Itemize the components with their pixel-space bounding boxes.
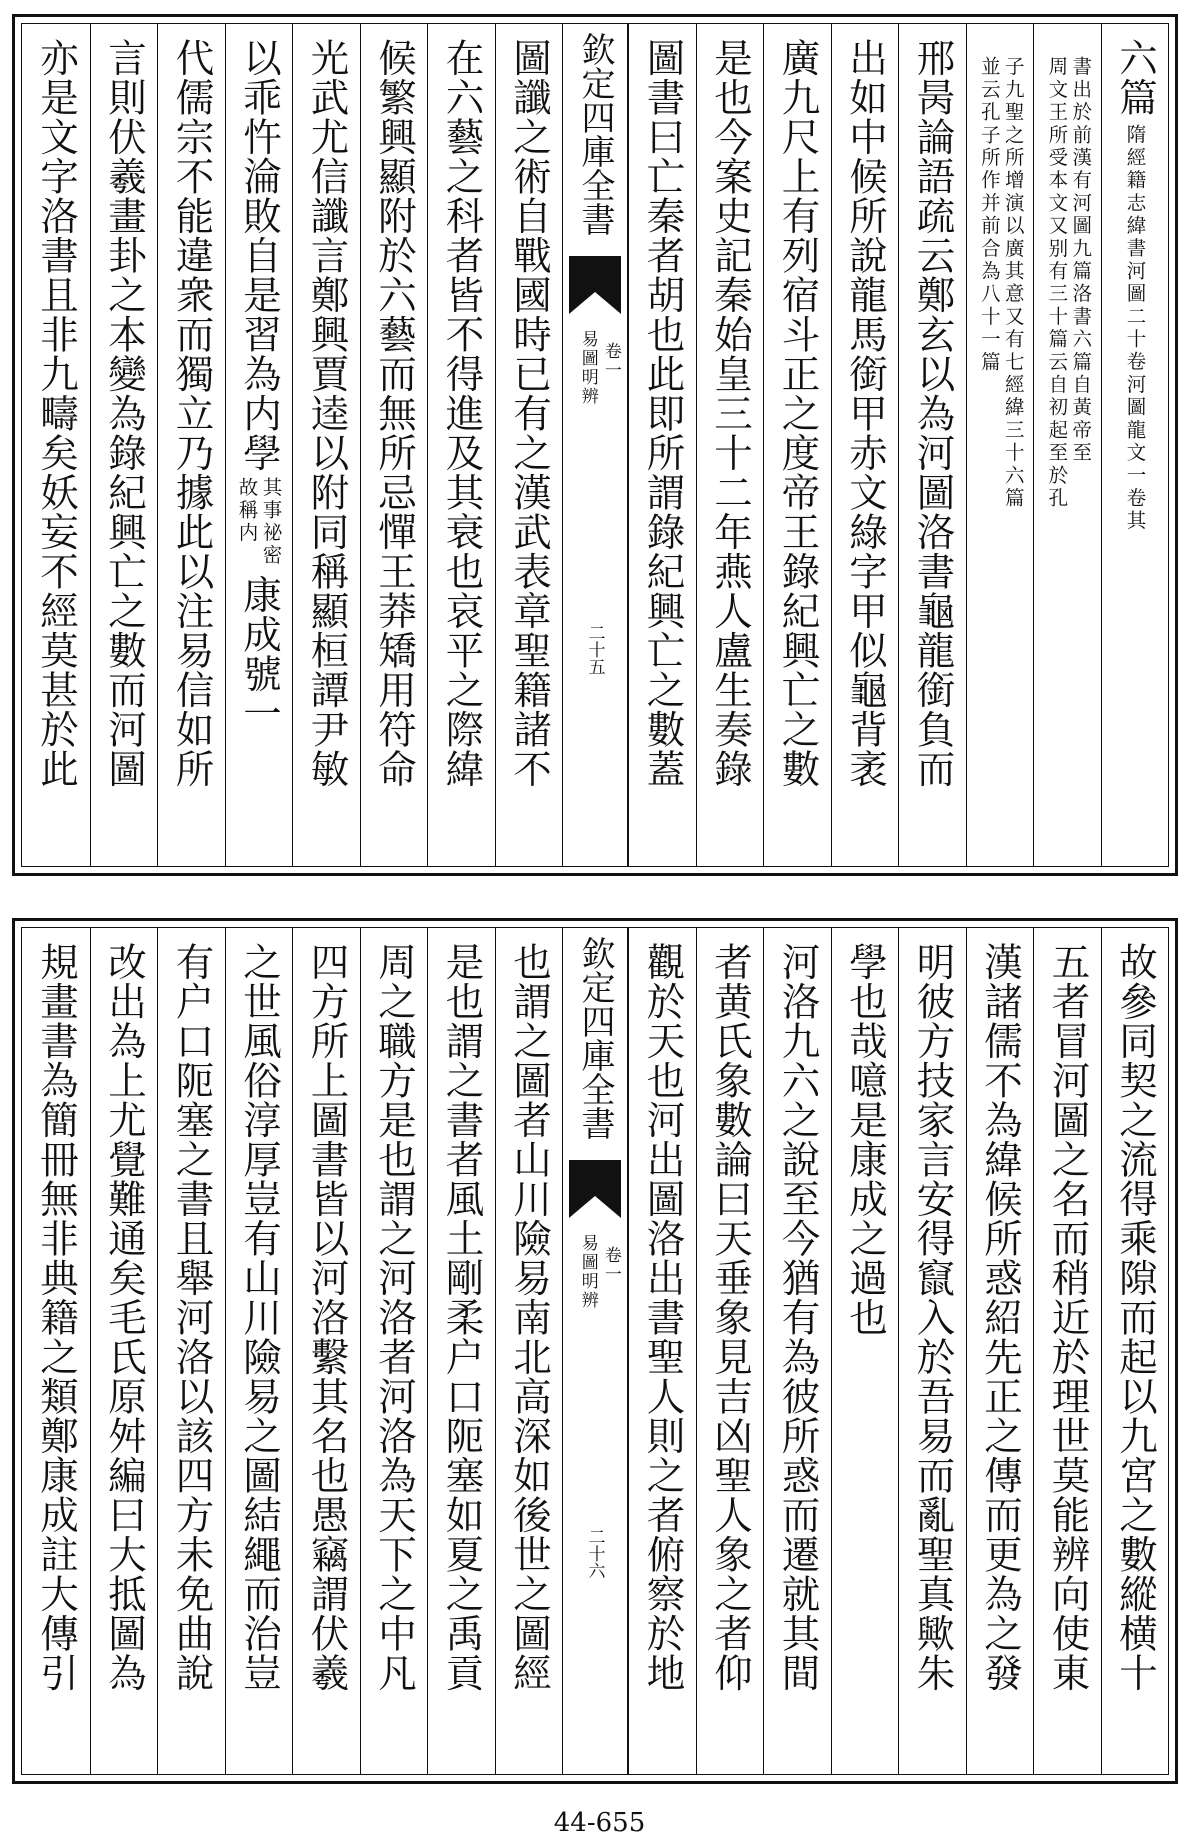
column-text: 以乖忤淪敗自是習為内學 bbox=[237, 38, 282, 473]
top-left-column-6 bbox=[157, 24, 225, 866]
column-text: 四方所上圖書皆以河洛繫其名也愚竊謂伏羲 bbox=[304, 942, 350, 1693]
column-text: 言則伏羲畫卦之本變為錄紀興亡之數而河圖 bbox=[102, 38, 147, 789]
note-line-right: 其事祕密 bbox=[259, 476, 283, 567]
column-text: 圖讖之術自戰國時已有之漢武表章聖籍諸不 bbox=[507, 38, 552, 789]
top-left-column-8 bbox=[22, 24, 90, 866]
bottom-left-column-3 bbox=[360, 928, 428, 1774]
bottom-left-column-6 bbox=[157, 928, 225, 1774]
top-left-column-5 bbox=[225, 24, 293, 866]
bottom-page bbox=[12, 918, 1178, 1784]
top-catalog-title: 欽定四庫全書 bbox=[575, 32, 615, 236]
column-text: 在六藝之科者皆不得進及其衰也哀平之際緯 bbox=[439, 38, 485, 789]
column-text-after: 康成號一 bbox=[237, 575, 282, 734]
top-fishtail-mark bbox=[569, 256, 621, 314]
column-text: 六篇 bbox=[1113, 38, 1158, 117]
top-right-column-2 bbox=[1033, 24, 1101, 866]
top-right-column-4 bbox=[898, 24, 966, 866]
top-left-column-3 bbox=[360, 24, 428, 866]
top-right-column-1 bbox=[1101, 24, 1169, 866]
bottom-right-column-2 bbox=[1033, 928, 1101, 1774]
bottom-left-column-4 bbox=[292, 928, 360, 1774]
column-text: 觀於天也河出圖洛出書聖人則之者俯察於地 bbox=[640, 942, 686, 1693]
note-line-right: 隋經籍志緯書河圖二十卷河圖龍文一卷其 bbox=[1123, 124, 1147, 533]
top-right-column-5 bbox=[831, 24, 899, 866]
column-text: 五者冒河圖之名而稍近於理世莫能辨向使東 bbox=[1045, 942, 1091, 1693]
top-page-frame bbox=[21, 23, 1169, 867]
column-text: 廣九尺上有列宿斗正之度帝王錄紀興亡之數 bbox=[775, 38, 821, 789]
note-line-left: 並云孔子所作并前合為八十一篇 bbox=[977, 56, 1001, 374]
bottom-left-column-2 bbox=[427, 928, 495, 1774]
column-text: 是也謂之書者風土剛柔户口阨塞如夏之禹貢 bbox=[439, 942, 485, 1693]
top-right-column-7 bbox=[696, 24, 764, 866]
bottom-left-column-7 bbox=[90, 928, 158, 1774]
column-text: 學也哉噫是康成之過也 bbox=[843, 942, 888, 1337]
bottom-right-column-5 bbox=[831, 928, 899, 1774]
bottom-right-column-8 bbox=[628, 928, 696, 1774]
top-center-strip bbox=[562, 24, 628, 866]
bottom-right-column-4 bbox=[898, 928, 966, 1774]
column-text: 光武尤信讖言鄭興賈逵以附同稱顯桓譚尹敏 bbox=[304, 38, 350, 789]
column-text: 候繁興顯附於六藝而無所忌憚王莽矯用符命 bbox=[372, 38, 417, 789]
top-folio-number: 二十五 bbox=[584, 624, 605, 675]
top-page bbox=[12, 14, 1178, 876]
column-text: 規畫書為簡冊無非典籍之類鄭康成註大傳引 bbox=[34, 942, 79, 1693]
bottom-folio-number: 二十六 bbox=[584, 1528, 605, 1579]
top-left-column-4 bbox=[292, 24, 360, 866]
bottom-right-column-6 bbox=[763, 928, 831, 1774]
note-line-right: 書出於前漢有河圖九篇洛書六篇自黃帝至 bbox=[1069, 56, 1093, 465]
bottom-book-title: 易圖明辨 bbox=[577, 1234, 598, 1310]
bottom-right-column-1 bbox=[1101, 928, 1169, 1774]
column-text: 圖書曰亡秦者胡也此即所謂錄紀興亡之數蓋 bbox=[640, 38, 686, 789]
bottom-left-column-5 bbox=[225, 928, 293, 1774]
bottom-left-column-8 bbox=[22, 928, 90, 1774]
top-book-title: 易圖明辨 bbox=[577, 330, 598, 406]
column-text: 有户口阨塞之書且舉河洛以該四方未免曲說 bbox=[169, 942, 215, 1693]
column-text: 漢諸儒不為緯候所惑紹先正之傳而更為之發 bbox=[978, 942, 1023, 1693]
column-text: 是也今案史記秦始皇三十二年燕人盧生奏錄 bbox=[708, 38, 753, 789]
column-text: 之世風俗淳厚豈有山川險易之圖結繩而治豈 bbox=[237, 942, 282, 1693]
column-text: 亦是文字洛書且非九疇矣妖妄不經莫甚於此 bbox=[34, 38, 79, 789]
top-left-column-7 bbox=[90, 24, 158, 866]
top-left-column-2 bbox=[427, 24, 495, 866]
column-text: 河洛九六之說至今猶有為彼所惑而遷就其間 bbox=[775, 942, 821, 1693]
column-text: 改出為上尤覺難通矣毛氏原舛編曰大抵圖為 bbox=[102, 942, 147, 1693]
note-line-left: 故稱内 bbox=[235, 476, 259, 544]
page-number: 44-655 bbox=[553, 1808, 646, 1838]
bottom-catalog-title: 欽定四庫全書 bbox=[575, 936, 615, 1140]
column-text: 出如中候所說龍馬銜甲赤文綠字甲似龜背袤 bbox=[843, 38, 888, 789]
top-left-column-1 bbox=[495, 24, 563, 866]
bottom-center-strip bbox=[562, 928, 628, 1774]
bottom-fishtail-mark bbox=[569, 1160, 621, 1218]
column-text: 者黄氏象數論曰天垂象見吉凶聖人象之者仰 bbox=[708, 942, 753, 1693]
bottom-page-frame bbox=[21, 927, 1169, 1775]
top-juan: 卷一 bbox=[600, 342, 621, 380]
note-line-left: 周文王所受本文又别有三十篇云自初起至於孔 bbox=[1045, 56, 1069, 510]
column-text: 代儒宗不能違衆而獨立乃據此以注易信如所 bbox=[169, 38, 215, 789]
column-text: 明彼方技家言安得竄入於吾易而亂聖真歟朱 bbox=[910, 942, 956, 1693]
column-text: 邢昺論語疏云鄭玄以為河圖洛書龜龍銜負而 bbox=[910, 38, 956, 789]
column-text: 也謂之圖者山川險易南北高深如後世之圖經 bbox=[507, 942, 552, 1693]
bottom-right-column-7 bbox=[696, 928, 764, 1774]
bottom-juan: 卷一 bbox=[600, 1246, 621, 1284]
top-right-column-8 bbox=[628, 24, 696, 866]
column-text: 故參同契之流得乘隙而起以九宮之數縱横十 bbox=[1113, 942, 1158, 1693]
bottom-right-column-3 bbox=[966, 928, 1034, 1774]
bottom-left-column-1 bbox=[495, 928, 563, 1774]
top-right-column-6 bbox=[763, 24, 831, 866]
column-text: 周之職方是也謂之河洛者河洛為天下之中凡 bbox=[372, 942, 417, 1693]
top-right-column-3 bbox=[966, 24, 1034, 866]
note-line-right: 子九聖之所增演以廣其意又有七經緯三十六篇 bbox=[1001, 56, 1025, 510]
